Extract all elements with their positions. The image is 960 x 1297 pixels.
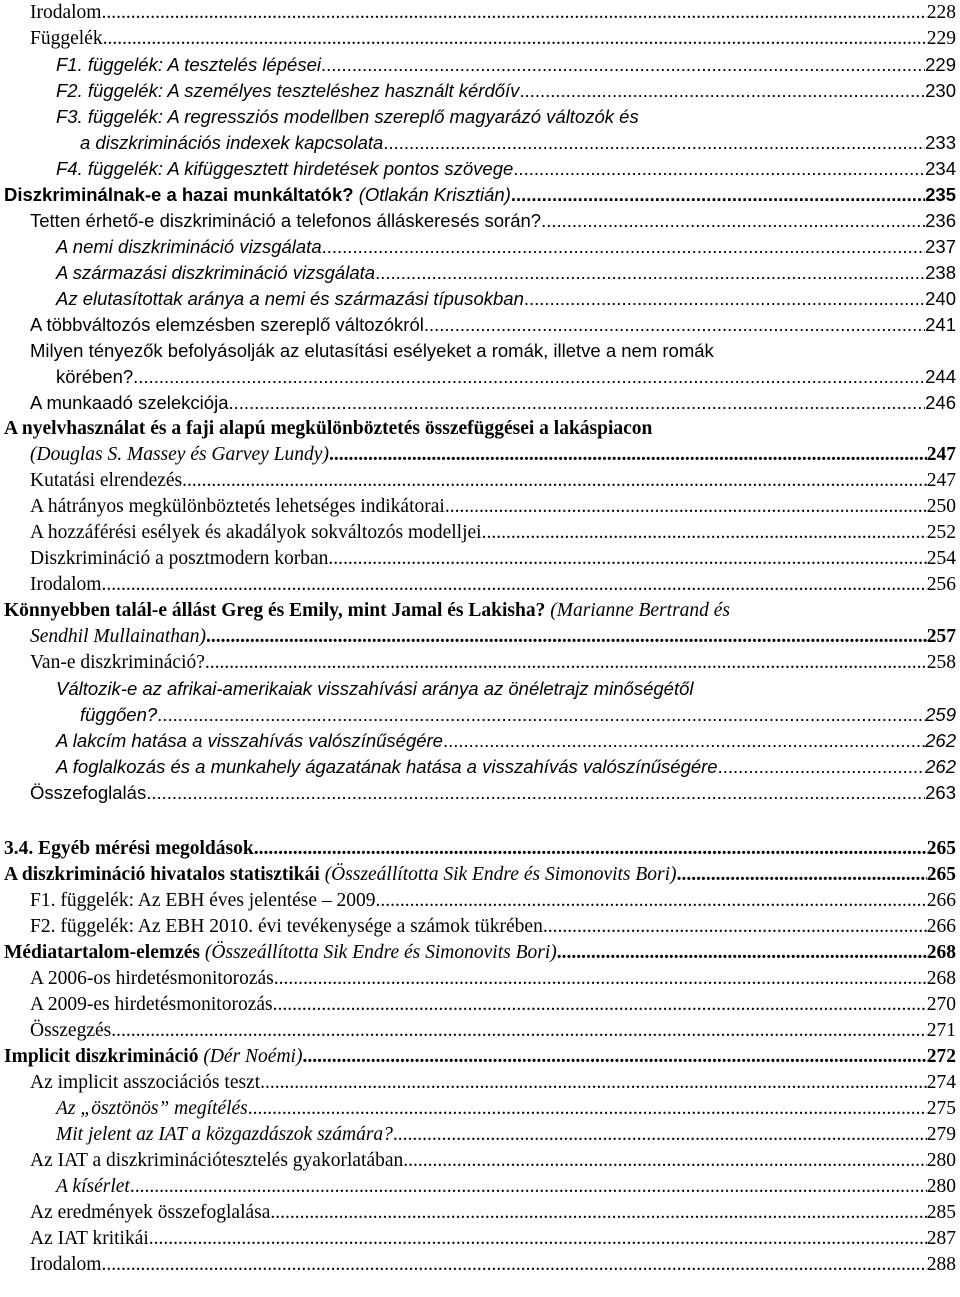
toc-entry[interactable] — [0, 862, 960, 888]
toc-entry[interactable] — [0, 966, 960, 992]
page-number: 285 — [926, 1202, 956, 1223]
page-number: 240 — [925, 288, 956, 309]
dot-leader — [328, 546, 926, 572]
dot-leader — [111, 1018, 927, 1044]
toc-entry[interactable] — [0, 52, 960, 78]
toc-entry-text: (Dér Noémi) — [203, 1046, 303, 1067]
toc-entry-title — [30, 442, 329, 468]
toc-entry-title — [56, 1096, 248, 1122]
page-number: 237 — [925, 236, 956, 257]
toc-entry-text: A foglalkozás és a munkahely ágazatának hatása a visszahívás valószínűségére — [56, 756, 718, 777]
toc-entry-text: Milyen tényezők befolyásolják az elutasítási esélyeket a romák, illetve a nem romák — [30, 340, 714, 361]
toc-entry-title — [30, 966, 274, 992]
toc-entry[interactable] — [0, 1018, 960, 1044]
toc-entry-text: Könnyebben talál-e állást Greg és Emily, mint Jamal és Lakisha? — [4, 600, 551, 621]
toc-entry[interactable] — [0, 1148, 960, 1174]
toc-entry-title — [30, 208, 541, 234]
page-number: 272 — [926, 1046, 956, 1067]
toc-entry[interactable] — [0, 1122, 960, 1148]
toc-entry[interactable] — [0, 0, 960, 26]
toc-entry-text: Az eredmények összefoglalása — [30, 1202, 271, 1223]
toc-entry[interactable] — [0, 914, 960, 940]
toc-entry-title — [30, 650, 205, 676]
toc-entry-text: (Marianne Bertrand és — [550, 600, 731, 621]
page-number: 265 — [926, 864, 956, 885]
toc-entry-first-line — [56, 676, 956, 702]
dot-leader — [383, 130, 925, 156]
toc-entry[interactable] — [0, 676, 960, 728]
dot-leader — [403, 1148, 926, 1174]
toc-entry-text: függően? — [80, 704, 158, 725]
dot-leader — [513, 156, 925, 182]
dot-leader — [541, 208, 925, 234]
dot-leader — [557, 940, 927, 966]
dot-leader — [376, 888, 927, 914]
toc-entry[interactable] — [0, 572, 960, 598]
toc-entry-title — [56, 1122, 393, 1148]
page-number: 234 — [925, 158, 956, 179]
page-number: 262 — [925, 730, 956, 751]
page-number: 256 — [926, 574, 956, 595]
page-number: 257 — [926, 626, 956, 647]
page-number: 229 — [925, 54, 956, 75]
toc-entry-text: Összefoglalás — [30, 782, 147, 803]
toc-entry[interactable] — [0, 1174, 960, 1200]
dot-leader — [511, 182, 925, 208]
toc-entry-title — [30, 914, 543, 940]
toc-entry-text: Implicit diszkrimináció — [4, 1046, 204, 1067]
toc-entry[interactable] — [0, 1226, 960, 1252]
toc-entry[interactable] — [0, 312, 960, 338]
toc-entry-title — [56, 52, 321, 78]
toc-entry-title — [30, 624, 206, 650]
toc-entry-text: Összegzés — [30, 1020, 112, 1041]
toc-entry[interactable] — [0, 728, 960, 754]
toc-entry-title — [30, 494, 445, 520]
dot-leader — [228, 390, 925, 416]
toc-entry[interactable] — [0, 1200, 960, 1226]
dot-leader — [270, 1200, 926, 1226]
dot-leader — [248, 1096, 927, 1122]
toc-entry-title — [30, 992, 273, 1018]
page-number: 271 — [926, 1020, 956, 1041]
toc-entry-first-line — [30, 338, 956, 364]
toc-entry-text: Van-e diszkrimináció? — [30, 652, 205, 673]
toc-entry-title — [56, 78, 519, 104]
page-number: 275 — [926, 1098, 956, 1119]
dot-leader — [130, 1174, 927, 1200]
toc-entry-title — [56, 286, 524, 312]
page-number: 235 — [925, 184, 956, 205]
toc-entry-text: Az IAT a diszkriminációtesztelés gyakorlatában — [30, 1150, 404, 1171]
toc-entry-title — [30, 1226, 149, 1252]
toc-entry-title — [30, 0, 101, 26]
dot-leader — [519, 78, 925, 104]
toc-entry-first-line — [4, 598, 956, 624]
toc-entry-text: A többváltozós elemzésben szereplő változókról — [30, 314, 424, 335]
toc-entry-title — [30, 1070, 260, 1096]
toc-entry-text: Irodalom — [30, 1254, 102, 1275]
dot-leader — [205, 650, 927, 676]
toc-entry[interactable] — [0, 1070, 960, 1096]
page-number: 244 — [925, 366, 956, 387]
page-number: 262 — [925, 756, 956, 777]
dot-leader — [274, 966, 927, 992]
toc-entry-text: A kísérlet — [56, 1176, 130, 1197]
page-number: 238 — [925, 262, 956, 283]
toc-entry[interactable] — [0, 494, 960, 520]
toc-entry-text: 3.4. Egyéb mérési megoldások — [4, 838, 254, 859]
toc-entry-text: Kutatási elrendezés — [30, 470, 183, 491]
toc-entry[interactable] — [0, 598, 960, 650]
dot-leader — [443, 728, 925, 754]
toc-entry-text: körében? — [56, 366, 134, 387]
toc-entry-title — [56, 234, 322, 260]
toc-entry-title — [56, 156, 513, 182]
page-number: 280 — [926, 1176, 956, 1197]
toc-entry-text: Sendhil Mullainathan) — [30, 626, 207, 647]
page-number: 252 — [926, 522, 956, 543]
dot-leader — [103, 26, 927, 52]
dot-leader — [329, 442, 927, 468]
toc-entry[interactable] — [0, 836, 960, 862]
dot-leader — [254, 836, 927, 862]
toc-entry-text: A nyelvhasználat és a faji alapú megkülönböztetés összefüggései a lakáspiacon — [4, 418, 653, 439]
toc-entry-text: Változik-e az afrikai-amerikaiak visszahívási aránya az önéletrajz minőségétől — [56, 678, 694, 699]
toc-entry[interactable] — [0, 338, 960, 390]
toc-entry-text: F4. függelék: A kifüggesztett hirdetések pontos szövege — [56, 158, 514, 179]
toc-entry-text: Mit jelent az IAT a közgazdászok számára? — [56, 1124, 393, 1145]
toc-entry-first-line — [56, 104, 956, 130]
toc-entry-text: Tetten érhető-e diszkrimináció a telefonos álláskeresés során? — [30, 210, 542, 231]
toc-entry[interactable] — [0, 416, 960, 468]
toc-entry-title — [56, 754, 718, 780]
toc-entry-text: (Összeállította Sik Endre és Simonovits Bori) — [324, 864, 677, 885]
dot-leader — [322, 234, 926, 260]
dot-leader — [182, 468, 927, 494]
toc-entry-title — [30, 468, 182, 494]
toc-entry-text: (Douglas S. Massey és Garvey Lundy) — [30, 444, 329, 465]
dot-leader — [302, 1044, 926, 1070]
toc-entry[interactable] — [0, 650, 960, 676]
toc-entry[interactable] — [0, 260, 960, 286]
page-number: 279 — [926, 1124, 956, 1145]
toc-entry-title — [30, 572, 101, 598]
page-number: 258 — [926, 652, 956, 673]
page-number: 259 — [925, 704, 956, 725]
dot-leader — [133, 364, 925, 390]
page-number: 254 — [926, 548, 956, 569]
toc-entry[interactable] — [0, 468, 960, 494]
toc-entry-text: A munkaadó szelekciója — [30, 392, 229, 413]
dot-leader — [260, 1070, 927, 1096]
page-number: 230 — [925, 80, 956, 101]
toc-entry-text: F1. függelék: A tesztelés lépései — [56, 54, 321, 75]
page-number: 266 — [926, 916, 956, 937]
toc-entry-title — [30, 26, 103, 52]
dot-leader — [677, 862, 927, 888]
toc-entry[interactable] — [0, 1096, 960, 1122]
dot-leader — [157, 702, 925, 728]
toc-entry-text: Diszkrimináció a posztmodern korban — [30, 548, 329, 569]
toc-entry[interactable] — [0, 390, 960, 416]
dot-leader — [543, 914, 927, 940]
page-number: 288 — [926, 1254, 956, 1275]
toc-entry-text: Az „ösztönös” megítélés — [56, 1098, 248, 1119]
dot-leader — [273, 992, 927, 1018]
toc-entry-text: Irodalom — [30, 2, 102, 23]
toc-entry-title — [56, 364, 133, 390]
toc-entry-text: A 2009-es hirdetésmonitorozás — [30, 994, 273, 1015]
toc-entry[interactable] — [0, 754, 960, 780]
toc-entry-text: Irodalom — [30, 574, 102, 595]
toc-entry[interactable] — [0, 1044, 960, 1070]
toc-entry-text: A hátrányos megkülönböztetés lehetséges indikátorai — [30, 496, 445, 517]
toc-entry-title — [30, 1252, 101, 1278]
toc-entry[interactable] — [0, 1252, 960, 1278]
dot-leader — [149, 1226, 927, 1252]
page-number: 280 — [926, 1150, 956, 1171]
dot-leader — [146, 780, 925, 806]
toc-entry[interactable] — [0, 286, 960, 312]
toc-entry-title — [56, 260, 375, 286]
page-number: 263 — [925, 782, 956, 803]
toc-entry[interactable] — [0, 26, 960, 52]
toc-entry-title — [30, 520, 482, 546]
toc-entry-title — [30, 312, 424, 338]
page-number: 287 — [926, 1228, 956, 1249]
toc-entry[interactable] — [0, 78, 960, 104]
toc-entry[interactable] — [0, 182, 960, 208]
toc-entry-text: Médiatartalom-elemzés — [4, 942, 205, 963]
toc-entry-text: F2. függelék: A személyes teszteléshez használt kérdőív — [56, 80, 520, 101]
toc-entry-title — [56, 728, 443, 754]
toc-entry-title — [30, 888, 376, 914]
toc-entry-text: (Otlakán Krisztián) — [358, 184, 511, 205]
dot-leader — [101, 1252, 926, 1278]
toc-entry-text: a diszkriminációs indexek kapcsolata — [80, 132, 384, 153]
toc-entry-text: A diszkrimináció hivatalos statisztikái — [4, 864, 325, 885]
dot-leader — [524, 286, 925, 312]
toc-entry[interactable] — [0, 208, 960, 234]
toc-entry-text: Az implicit asszociációs teszt — [30, 1072, 261, 1093]
toc-entry-text: A nemi diszkrimináció vizsgálata — [56, 236, 322, 257]
dot-leader — [206, 624, 927, 650]
dot-leader — [482, 520, 927, 546]
dot-leader — [393, 1122, 927, 1148]
dot-leader — [424, 312, 925, 338]
toc-entry[interactable] — [0, 520, 960, 546]
toc-entry-text: A származási diszkrimináció vizsgálata — [56, 262, 376, 283]
toc-entry[interactable] — [0, 156, 960, 182]
toc-entry-title — [80, 130, 383, 156]
page-number: 241 — [925, 314, 956, 335]
page-number: 247 — [926, 470, 956, 491]
toc-entry[interactable] — [0, 992, 960, 1018]
dot-leader — [445, 494, 927, 520]
page-number: 236 — [925, 210, 956, 231]
toc-entry-title — [56, 1174, 130, 1200]
page-number: 247 — [926, 444, 956, 465]
toc-entry-text: F3. függelék: A regressziós modellben szereplő magyarázó változók és — [56, 106, 639, 127]
page-number: 266 — [926, 890, 956, 911]
toc-entry-title — [30, 1200, 270, 1226]
page-number: 270 — [926, 994, 956, 1015]
toc-entry[interactable] — [0, 234, 960, 260]
toc-entry-title — [4, 836, 254, 862]
toc-entry[interactable] — [0, 888, 960, 914]
page-number: 268 — [926, 968, 956, 989]
page-number: 250 — [926, 496, 956, 517]
page-number: 265 — [926, 838, 956, 859]
toc-entry-title — [30, 1148, 403, 1174]
dot-leader — [101, 0, 926, 26]
toc-entry-title — [4, 1044, 302, 1070]
toc-entry-text: F1. függelék: Az EBH éves jelentése – 2009 — [30, 890, 376, 911]
toc-entry-text: Az IAT kritikái — [30, 1228, 149, 1249]
toc-entry-text: (Összeállította Sik Endre és Simonovits Bori) — [204, 942, 557, 963]
toc-entry-text: A hozzáférési esélyek és akadályok sokváltozós modelljei — [30, 522, 482, 543]
toc-entry-text: F2. függelék: Az EBH 2010. évi tevékenysége a számok tükrében — [30, 916, 543, 937]
toc-entry-title — [4, 182, 511, 208]
dot-leader — [718, 754, 926, 780]
page-number: 233 — [925, 132, 956, 153]
toc-entry[interactable] — [0, 546, 960, 572]
toc-entry-title — [30, 780, 146, 806]
toc-entry-title — [30, 1018, 111, 1044]
toc-entry-text: A lakcím hatása a visszahívás valószínűségére — [56, 730, 443, 751]
page-number: 268 — [926, 942, 956, 963]
toc-entry-title — [30, 546, 328, 572]
toc-entry-text: Diszkriminálnak-e a hazai munkáltatók? — [4, 184, 359, 205]
toc-entry-text: Függelék — [30, 28, 103, 49]
toc-entry-title — [80, 702, 157, 728]
toc-entry[interactable] — [0, 940, 960, 966]
toc-entry[interactable] — [0, 780, 960, 806]
dot-leader — [321, 52, 925, 78]
page-number: 246 — [925, 392, 956, 413]
toc-entry-title — [30, 390, 228, 416]
toc-entry-text: Az elutasítottak aránya a nemi és származási típusokban — [56, 288, 524, 309]
toc-entry[interactable] — [0, 104, 960, 156]
dot-leader — [101, 572, 926, 598]
toc-entry-first-line — [4, 416, 956, 442]
page-number: 228 — [926, 2, 956, 23]
toc-entry-text: A 2006-os hirdetésmonitorozás — [30, 968, 274, 989]
toc-entry-title — [4, 862, 677, 888]
toc-entry-title — [4, 940, 557, 966]
page-number: 274 — [926, 1072, 956, 1093]
page-number: 229 — [926, 28, 956, 49]
dot-leader — [375, 260, 925, 286]
